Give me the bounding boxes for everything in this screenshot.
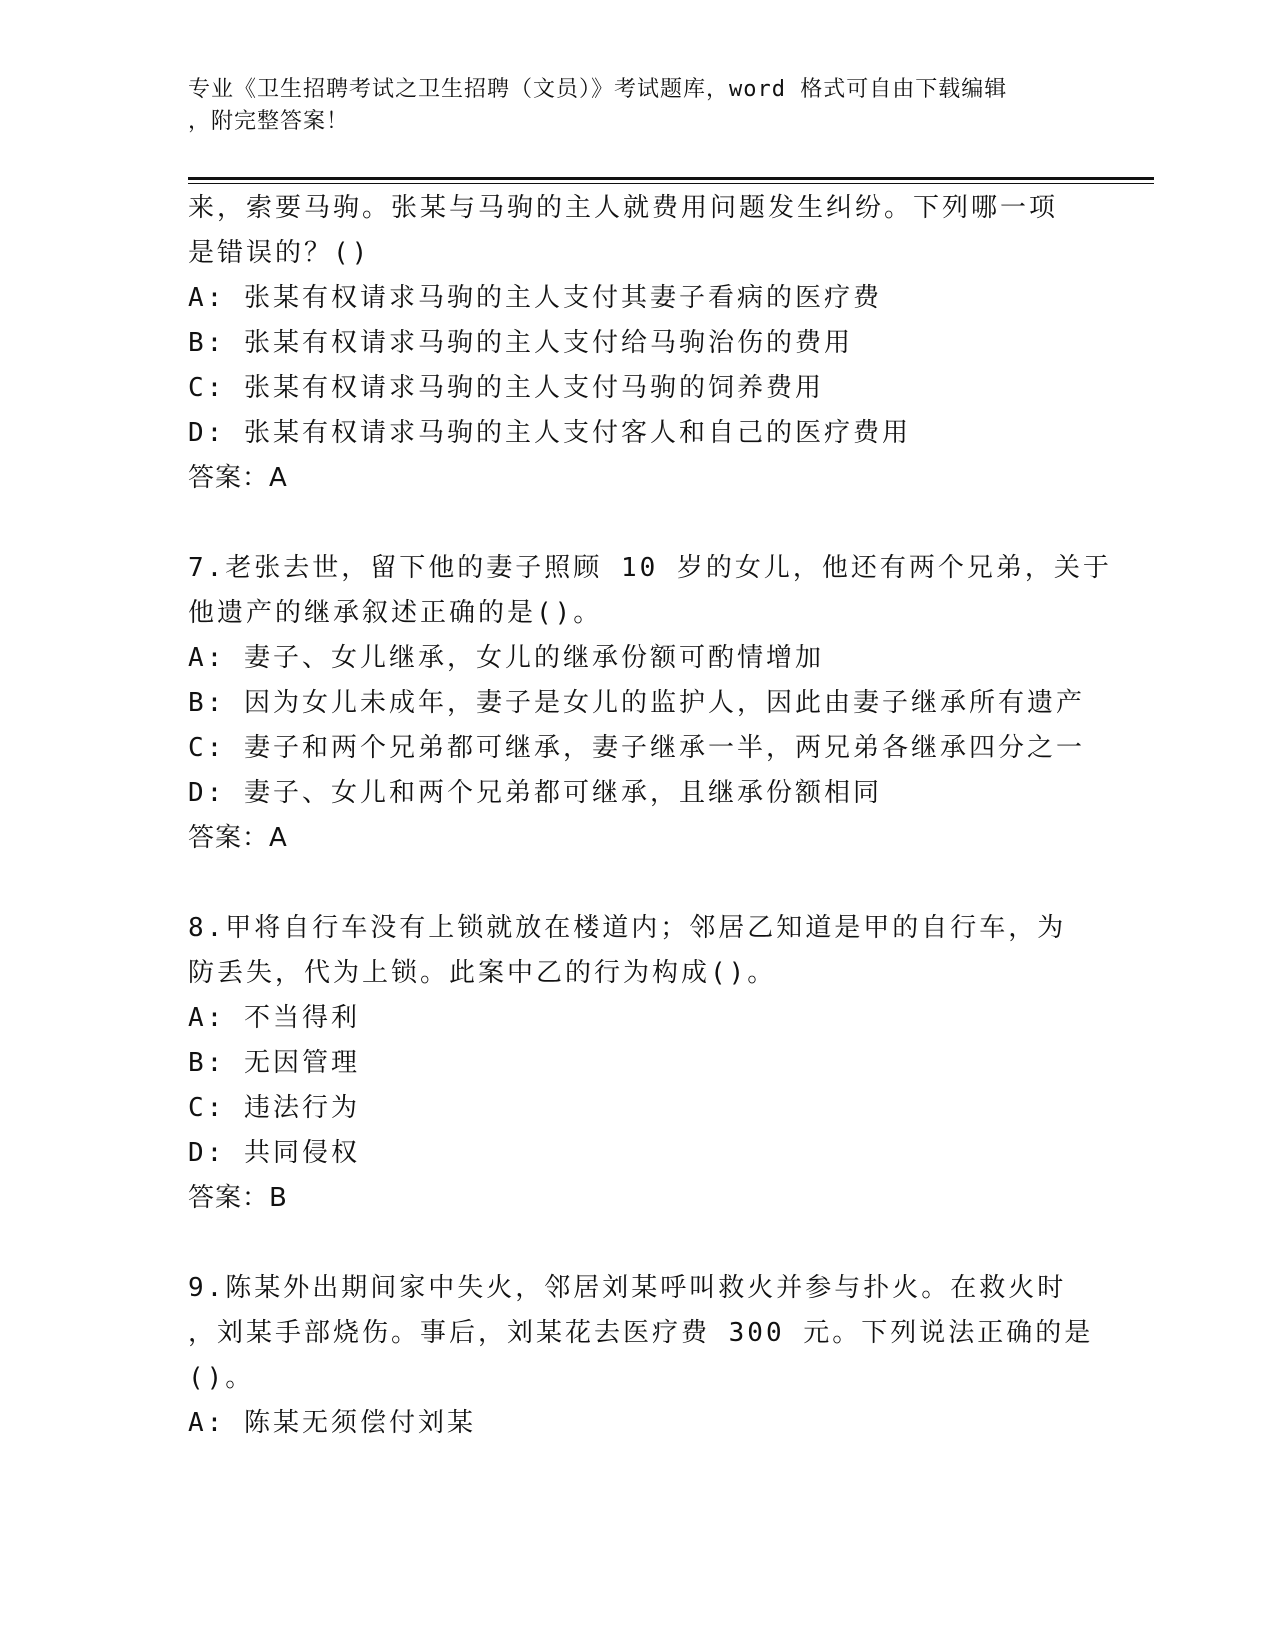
question-text: 9.陈某外出期间家中失火，邻居刘某呼叫救火并参与扑火。在救火时 bbox=[188, 1273, 1067, 1303]
header-line-2: ，附完整答案！ bbox=[188, 109, 350, 134]
option-b: B: 因为女儿未成年，妻子是女儿的监护人，因此由妻子继承所有遗产 bbox=[188, 688, 1085, 718]
spacer bbox=[188, 861, 1088, 906]
option-a: A: 妻子、女儿继承，女儿的继承份额可酌情增加 bbox=[188, 643, 824, 673]
question-text: 他遗产的继承叙述正确的是()。 bbox=[188, 598, 603, 628]
question-text: 8.甲将自行车没有上锁就放在楼道内；邻居乙知道是甲的自行车，为 bbox=[188, 913, 1067, 943]
option-a: A: 不当得利 bbox=[188, 1003, 360, 1033]
option-c: C: 违法行为 bbox=[188, 1093, 360, 1123]
question-6 bbox=[188, 186, 1088, 546]
question-list bbox=[188, 186, 1112, 1446]
question-text: ()。 bbox=[188, 1363, 255, 1393]
header-divider-thick bbox=[188, 177, 1154, 180]
option-b: B: 无因管理 bbox=[188, 1048, 360, 1078]
question-7 bbox=[188, 546, 1112, 906]
spacer bbox=[188, 501, 1088, 546]
spacer bbox=[188, 1221, 1088, 1266]
answer: 答案：A bbox=[188, 823, 288, 853]
option-d: D: 妻子、女儿和两个兄弟都可继承，且继承份额相同 bbox=[188, 778, 882, 808]
option-a: A: 张某有权请求马驹的主人支付其妻子看病的医疗费 bbox=[188, 283, 882, 313]
option-d: D: 张某有权请求马驹的主人支付客人和自己的医疗费用 bbox=[188, 418, 911, 448]
page-header bbox=[188, 74, 1068, 138]
question-8 bbox=[188, 906, 1088, 1266]
header-divider-thin bbox=[188, 183, 1154, 184]
question-text: ，刘某手部烧伤。事后，刘某花去医疗费 300 元。下列说法正确的是 bbox=[188, 1318, 1094, 1348]
question-text: 来，索要马驹。张某与马驹的主人就费用问题发生纠纷。下列哪一项 bbox=[188, 193, 1059, 223]
option-c: C: 妻子和两个兄弟都可继承，妻子继承一半，两兄弟各继承四分之一 bbox=[188, 733, 1085, 763]
question-text: 7.老张去世，留下他的妻子照顾 10 岁的女儿，他还有两个兄弟，关于 bbox=[188, 553, 1112, 583]
option-c: C: 张某有权请求马驹的主人支付马驹的饲养费用 bbox=[188, 373, 824, 403]
answer: 答案：B bbox=[188, 1183, 288, 1213]
option-d: D: 共同侵权 bbox=[188, 1138, 360, 1168]
question-text: 是错误的？() bbox=[188, 238, 371, 268]
answer: 答案：A bbox=[188, 463, 288, 493]
question-text: 防丢失，代为上锁。此案中乙的行为构成()。 bbox=[188, 958, 777, 988]
header-line-1: 专业《卫生招聘考试之卫生招聘（文员）》考试题库，word 格式可自由下载编辑 bbox=[188, 77, 1008, 102]
question-9 bbox=[188, 1266, 1094, 1446]
option-a: A: 陈某无须偿付刘某 bbox=[188, 1408, 476, 1438]
option-b: B: 张某有权请求马驹的主人支付给马驹治伤的费用 bbox=[188, 328, 853, 358]
